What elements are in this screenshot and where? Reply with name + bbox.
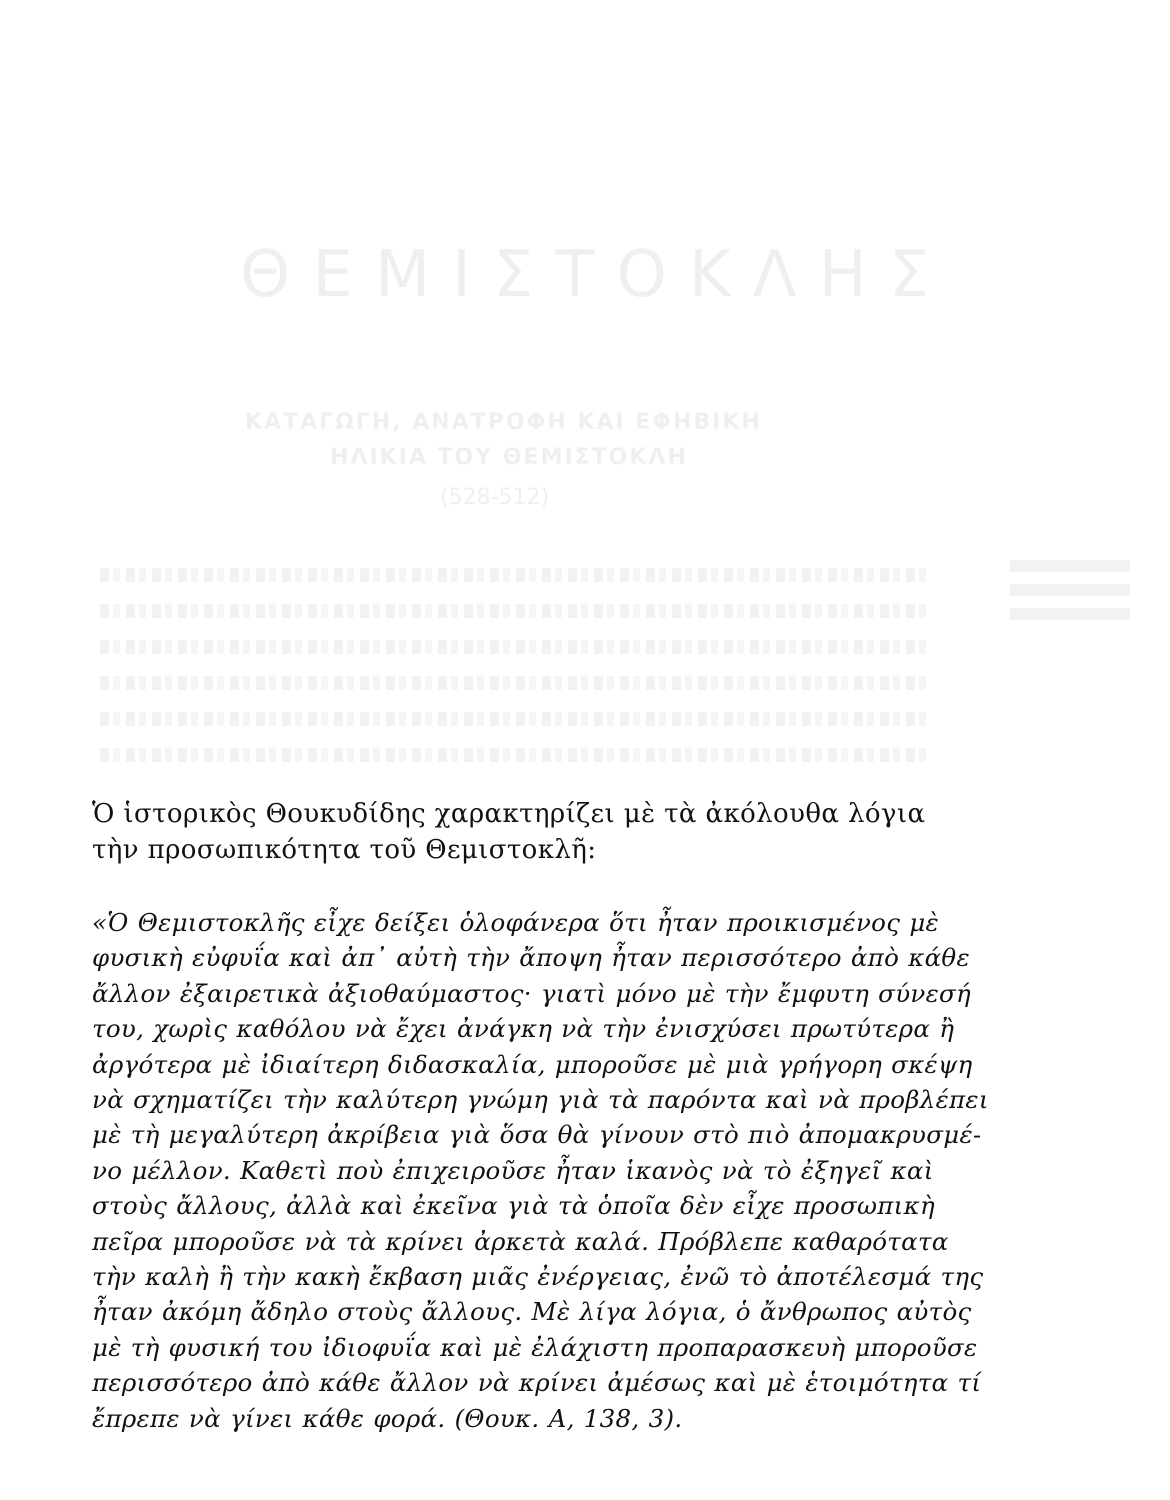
quote-line: ἦταν ἀκόμη ἄδηλο στοὺς ἄλλους. Μὲ λίγα λόγια, ὁ ἄνθρωπος αὐτὸς (92, 1297, 972, 1327)
quote-line: στοὺς ἄλλους, ἀλλὰ καὶ ἐκεῖνα γιὰ τὰ ὁποῖα δὲν εἶχε προσωπικὴ (92, 1191, 935, 1221)
quote-line: νὰ σχηματίζει τὴν καλύτερη γνώμη γιὰ τὰ παρόντα καὶ νὰ προβλέπει (92, 1085, 989, 1115)
ghost-text-line (100, 712, 930, 726)
quote-line: περισσότερο ἀπὸ κάθε ἄλλον νὰ κρίνει ἀμέσως καὶ μὲ ἑτοιμότητα τί (92, 1368, 982, 1398)
quote-line: πεῖρα μποροῦσε νὰ τὰ κρίνει ἀρκετὰ καλά. Πρόβλεπε καθαρότατα (92, 1226, 949, 1256)
quote-line: «Ὁ Θεμιστοκλῆς εἶχε δείξει ὁλοφάνερα ὅτι ἦταν προικισμένος μὲ (92, 908, 939, 937)
intro-line: τὴν προσωπικότητα τοῦ Θεμιστοκλῆ: (92, 835, 597, 865)
quote-line: μὲ τὴ φυσική του ἰδιοφυΐα καὶ μὲ ἐλάχιστη προπαρασκευὴ μποροῦσε (92, 1332, 978, 1362)
quote-line: μὲ τὴ μεγαλύτερη ἀκρίβεια γιὰ ὅσα θὰ γίνουν στὸ πιὸ ἀπομακρυσμέ- (92, 1120, 982, 1150)
ghost-text-line (100, 604, 930, 618)
quote-line: νο μέλλον. Καθετὶ ποὺ ἐπιχειροῦσε ἦταν ἱκανὸς νὰ τὸ ἐξηγεῖ καὶ (92, 1155, 934, 1185)
quote-line: τὴν καλὴ ἢ τὴν κακὴ ἔκβαση μιᾶς ἐνέργειας, ἐνῶ τὸ ἀποτέλεσμά της (92, 1262, 984, 1292)
ghost-subtitle-2: ΗΛΙΚΙΑ ΤΟΥ ΘΕΜΙΣΤΟΚΛΗ (330, 445, 688, 470)
ghost-subtitle-3: (528-512) (440, 485, 550, 510)
ghost-margin-note (1010, 560, 1130, 630)
quote-line-citation: ἔπρεπε νὰ γίνει κάθε φορά. (Θουκ. Α, 138, 3). (92, 1403, 683, 1433)
quote-line: ἀργότερα μὲ ἰδιαίτερη διδασκαλία, μποροῦσε μὲ μιὰ γρήγορη σκέψη (92, 1049, 973, 1079)
ghost-text-line (100, 748, 930, 762)
quote-line: φυσικὴ εὐφυΐα καὶ ἀπ᾽ αὐτὴ τὴν ἄποψη ἦταν περισσότερο ἀπὸ κάθε (92, 943, 970, 973)
quote-line: του, χωρὶς καθόλου νὰ ἔχει ἀνάγκη νὰ τὴν ἐνισχύσει πρωτύτερα ἢ (92, 1014, 955, 1044)
ghost-subtitle-1: ΚΑΤΑΓΩΓΗ, ΑΝΑΤΡΟΦΗ ΚΑΙ ΕΦΗΒΙΚΗ (245, 410, 762, 435)
ghost-text-line (100, 676, 930, 690)
intro-line: Ὁ ἱστορικὸς Θουκυδίδης χαρακτηρίζει μὲ τὰ ἀκόλουθα λόγια (92, 799, 926, 829)
ghost-title: ΘΕΜΙΣΤΟΚΛΗΣ (240, 238, 952, 312)
thucydides-quote (92, 905, 989, 1436)
intro-paragraph (92, 796, 926, 868)
ghost-text-line (100, 568, 930, 582)
quote-line: ἄλλον ἐξαιρετικὰ ἀξιοθαύμαστος· γιατὶ μόνο μὲ τὴν ἔμφυτη σύνεσή (92, 978, 972, 1008)
ghost-text-line (100, 640, 930, 654)
